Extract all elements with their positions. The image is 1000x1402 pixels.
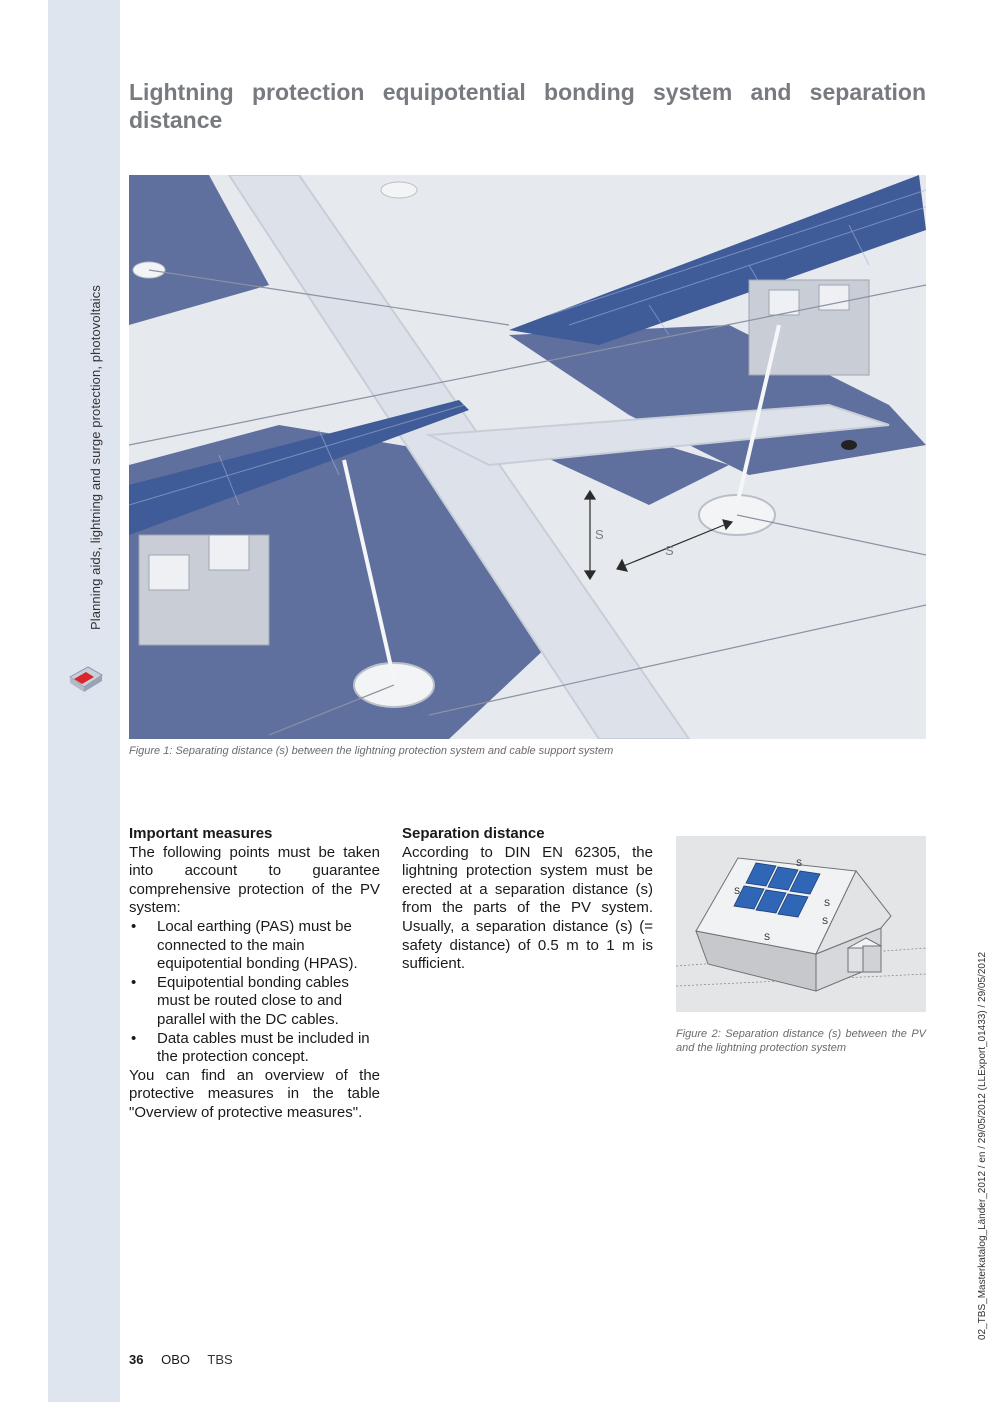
fig2-label-s: S	[824, 898, 831, 908]
separation-distance-section	[402, 825, 653, 974]
separation-distance-heading: Separation distance	[402, 825, 545, 842]
page-number: 36	[129, 1352, 144, 1367]
important-measures-intro: The following points must be taken into account to guarantee comprehensive protection of the PV system:	[129, 843, 380, 917]
page-footer	[129, 1352, 233, 1367]
separation-distance-text: According to DIN EN 62305, the lightning protection system must be erected at a separation distance (s) from the parts of the PV system. Usually, a separation distance (s) (= safety distance) of 0.5 m to 1 m is sufficient.	[402, 843, 653, 973]
important-measures-outro: You can find an overview of the protective measures in the table "Overview of protective measures".	[129, 1066, 380, 1121]
sidebar-band	[48, 0, 120, 1402]
fig2-label-s: S	[734, 886, 741, 896]
list-item: • Data cables must be included in the protection concept.	[129, 1030, 380, 1067]
important-measures-section	[129, 825, 380, 1123]
fig2-label-s: S	[822, 916, 829, 926]
fig1-label-s-vertical: S	[595, 527, 604, 542]
list-item: • Local earthing (PAS) must be connected to the main equipotential bonding (HPAS).	[129, 918, 380, 974]
footer-brand: OBO	[161, 1352, 190, 1367]
figure-2-caption: Figure 2: Separation distance (s) between the PV and the lightning protection system	[676, 1028, 926, 1054]
figure-1-caption: Figure 1: Separating distance (s) between the lightning protection system and cable support system	[129, 745, 614, 757]
fig2-label-s: S	[796, 858, 803, 868]
list-item: • Equipotential bonding cables must be routed close to and parallel with the DC cables.	[129, 974, 380, 1030]
page-title: Lightning protection equipotential bonding system and separation distance	[129, 79, 926, 133]
important-measures-list	[129, 918, 380, 1067]
footer-product: TBS	[207, 1352, 233, 1367]
important-measures-heading: Important measures	[129, 825, 273, 842]
fig2-label-s: S	[764, 932, 771, 942]
sidebar-section-label: Planning aids, lightning and surge protection, photovoltaics	[88, 285, 103, 630]
figure-2-house-pv-illustration	[676, 836, 926, 1012]
figure-1-rooftop-pv-illustration	[129, 175, 926, 739]
catalog-reference-code: 02_TBS_Masterkatalog_Länder_2012 / en / 29/05/2012 (LLExport_01433) / 29/05/2012	[977, 951, 988, 1340]
pv-module-icon	[66, 661, 106, 695]
fig1-label-s-horizontal: S	[665, 543, 674, 558]
